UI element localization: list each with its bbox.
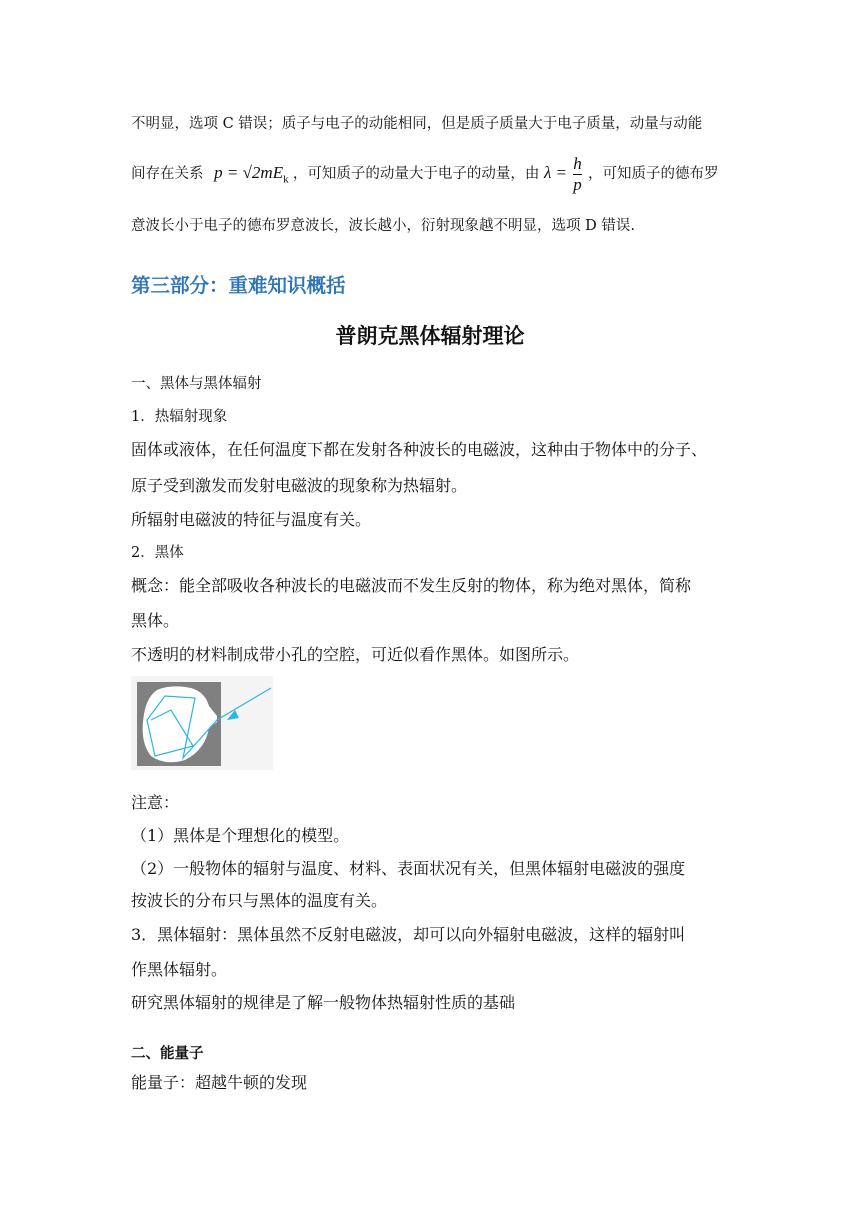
para-5: 研究黑体辐射的规律是了解一般物体热辐射性质的基础	[131, 993, 516, 1012]
wavelength-formula	[543, 153, 588, 194]
intro-line-1: 不明显，选项 C 错误；质子与电子的动能相同，但是质子质量大于电子质量，动量与动能	[131, 116, 703, 132]
section-heading: 第三部分：重难知识概括	[131, 274, 346, 297]
note-2-line-1: （2）一般物体的辐射与温度、材料、表面状况有关，但黑体辐射电磁波的强度	[131, 859, 686, 878]
intro-line-2-middle: ，可知质子的动量大于电子的动量，由	[292, 166, 540, 182]
intro-line-2	[131, 152, 719, 200]
para-2: 所辐射电磁波的特征与温度有关。	[131, 510, 372, 529]
heading-energy-quantum: 二、能量子	[131, 1046, 204, 1062]
article-title: 普朗克黑体辐射理论	[335, 324, 525, 348]
subheading-thermal-radiation: 1．热辐射现象	[131, 409, 228, 425]
blackbody-radiation-line-2: 作黑体辐射。	[131, 960, 228, 979]
note-label: 注意：	[131, 793, 180, 812]
momentum-formula: $p = √2mE_k$	[214, 163, 289, 186]
para-6: 能量子：超越牛顿的发现	[131, 1073, 308, 1092]
note-2-line-2: 按波长的分布只与黑体的温度有关。	[131, 891, 388, 910]
wavelength-denominator: p	[573, 174, 582, 194]
para-3-line-2: 黑体。	[131, 611, 180, 630]
heading-blackbody: 一、黑体与黑体辐射	[131, 376, 262, 392]
intro-line-2-before: 间存在关系	[131, 166, 204, 182]
blackbody-cavity-figure	[131, 676, 273, 770]
wavelength-lhs: λ =	[543, 163, 568, 182]
intro-line-3: 意波长小于电子的德布罗意波长，波长越小，衍射现象越不明显，选项 D 错误.	[131, 218, 635, 234]
wavelength-numerator: h	[573, 153, 582, 173]
blackbody-radiation-line-1: 3．黑体辐射：黑体虽然不反射电磁波，却可以向外辐射电磁波，这样的辐射叫	[131, 925, 686, 944]
para-1-line-2: 原子受到激发而发射电磁波的现象称为热辐射。	[131, 476, 468, 495]
para-3-line-1: 概念：能全部吸收各种波长的电磁波而不发生反射的物体，称为绝对黑体，简称	[131, 576, 692, 595]
subheading-blackbody: 2．黑体	[131, 545, 184, 561]
para-1-line-1: 固体或液体，在任何温度下都在发射各种波长的电磁波，这种由于物体中的分子、	[131, 440, 708, 459]
momentum-formula-subscript: k	[283, 173, 289, 186]
note-1: （1）黑体是个理想化的模型。	[131, 826, 350, 845]
para-4: 不透明的材料制成带小孔的空腔，可近似看作黑体。如图所示。	[131, 645, 580, 664]
wavelength-fraction	[573, 154, 582, 195]
intro-line-2-after: ，可知质子的德布罗	[588, 166, 719, 182]
